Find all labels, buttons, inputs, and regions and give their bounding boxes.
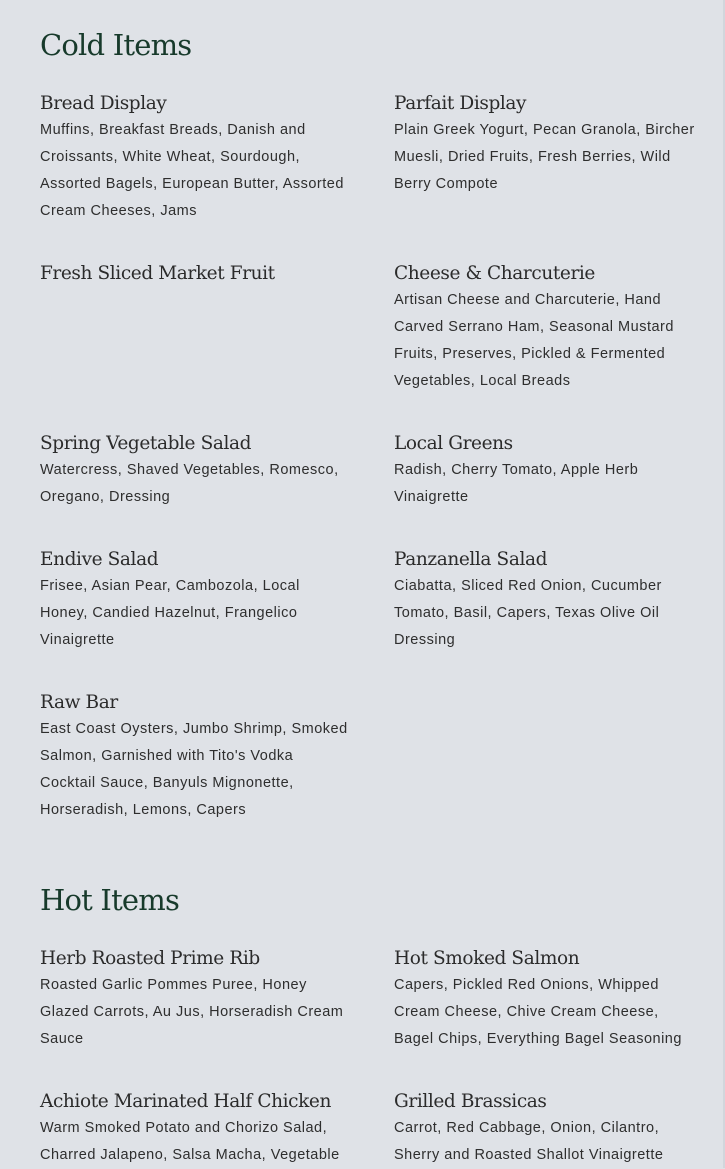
item-name: Bread Display: [40, 93, 167, 114]
menu-item-panzanella-salad: [394, 549, 699, 654]
menu-item-local-greens: [394, 433, 699, 511]
item-name: Cheese & Charcuterie: [394, 263, 595, 284]
item-name: Raw Bar: [40, 692, 118, 713]
menu-item-fresh-sliced-market-fruit: [40, 263, 350, 287]
item-description: Ciabatta, Sliced Red Onion, Cucumber Tomato, Basil, Capers, Texas Olive Oil Dressing: [394, 578, 662, 648]
item-name: Local Greens: [394, 433, 513, 454]
item-name: Achiote Marinated Half Chicken: [40, 1091, 331, 1112]
menu-item-endive-salad: [40, 549, 350, 654]
item-name: Spring Vegetable Salad: [40, 433, 252, 454]
item-name: Grilled Brassicas: [394, 1091, 547, 1112]
item-description: Radish, Cherry Tomato, Apple Herb Vinaigrette: [394, 462, 639, 505]
item-description: Muffins, Breakfast Breads, Danish and Croissants, White Wheat, Sourdough, Assorted Bagels, European Butter, Assorted Cream Cheeses, Jams: [40, 122, 344, 219]
menu-item-hot-smoked-salmon: [394, 948, 699, 1053]
item-description: Plain Greek Yogurt, Pecan Granola, Bircher Muesli, Dried Fruits, Fresh Berries, Wild Berry Compote: [394, 122, 695, 192]
menu-item-spring-vegetable-salad: [40, 433, 350, 511]
item-description: Capers, Pickled Red Onions, Whipped Cream Cheese, Chive Cream Cheese, Bagel Chips, Everything Bagel Seasoning: [394, 977, 682, 1047]
menu-item-bread-display: [40, 93, 350, 225]
item-name: Herb Roasted Prime Rib: [40, 948, 260, 969]
section-title-cold-items: Cold Items: [40, 28, 192, 62]
menu-item-grilled-brassicas: [394, 1091, 699, 1169]
item-description: East Coast Oysters, Jumbo Shrimp, Smoked Salmon, Garnished with Tito's Vodka Cocktail Sauce, Banyuls Mignonette, Horseradish, Lemons, Capers: [40, 721, 348, 818]
item-name: Hot Smoked Salmon: [394, 948, 580, 969]
item-description: Watercress, Shaved Vegetables, Romesco, Oregano, Dressing: [40, 462, 339, 505]
item-name: Fresh Sliced Market Fruit: [40, 263, 275, 284]
item-name: Endive Salad: [40, 549, 159, 570]
menu-item-achiote-marinated-half-chicken: [40, 1091, 350, 1169]
menu-item-raw-bar: [40, 692, 350, 824]
item-name: Parfait Display: [394, 93, 527, 114]
item-description: Warm Smoked Potato and Chorizo Salad, Charred Jalapeno, Salsa Macha, Vegetable: [40, 1120, 340, 1163]
item-name: Panzanella Salad: [394, 549, 548, 570]
item-description: Roasted Garlic Pommes Puree, Honey Glazed Carrots, Au Jus, Horseradish Cream Sauce: [40, 977, 344, 1047]
menu-item-cheese-charcuterie: [394, 263, 699, 395]
menu-item-parfait-display: [394, 93, 699, 198]
section-title-hot-items: Hot Items: [40, 883, 180, 917]
item-description: Artisan Cheese and Charcuterie, Hand Carved Serrano Ham, Seasonal Mustard Fruits, Preserves, Pickled & Fermented Vegetables, Local Breads: [394, 292, 674, 389]
item-description: Frisee, Asian Pear, Cambozola, Local Honey, Candied Hazelnut, Frangelico Vinaigrette: [40, 578, 300, 648]
menu-item-herb-roasted-prime-rib: [40, 948, 350, 1053]
item-description: Carrot, Red Cabbage, Onion, Cilantro, Sherry and Roasted Shallot Vinaigrette: [394, 1120, 664, 1163]
